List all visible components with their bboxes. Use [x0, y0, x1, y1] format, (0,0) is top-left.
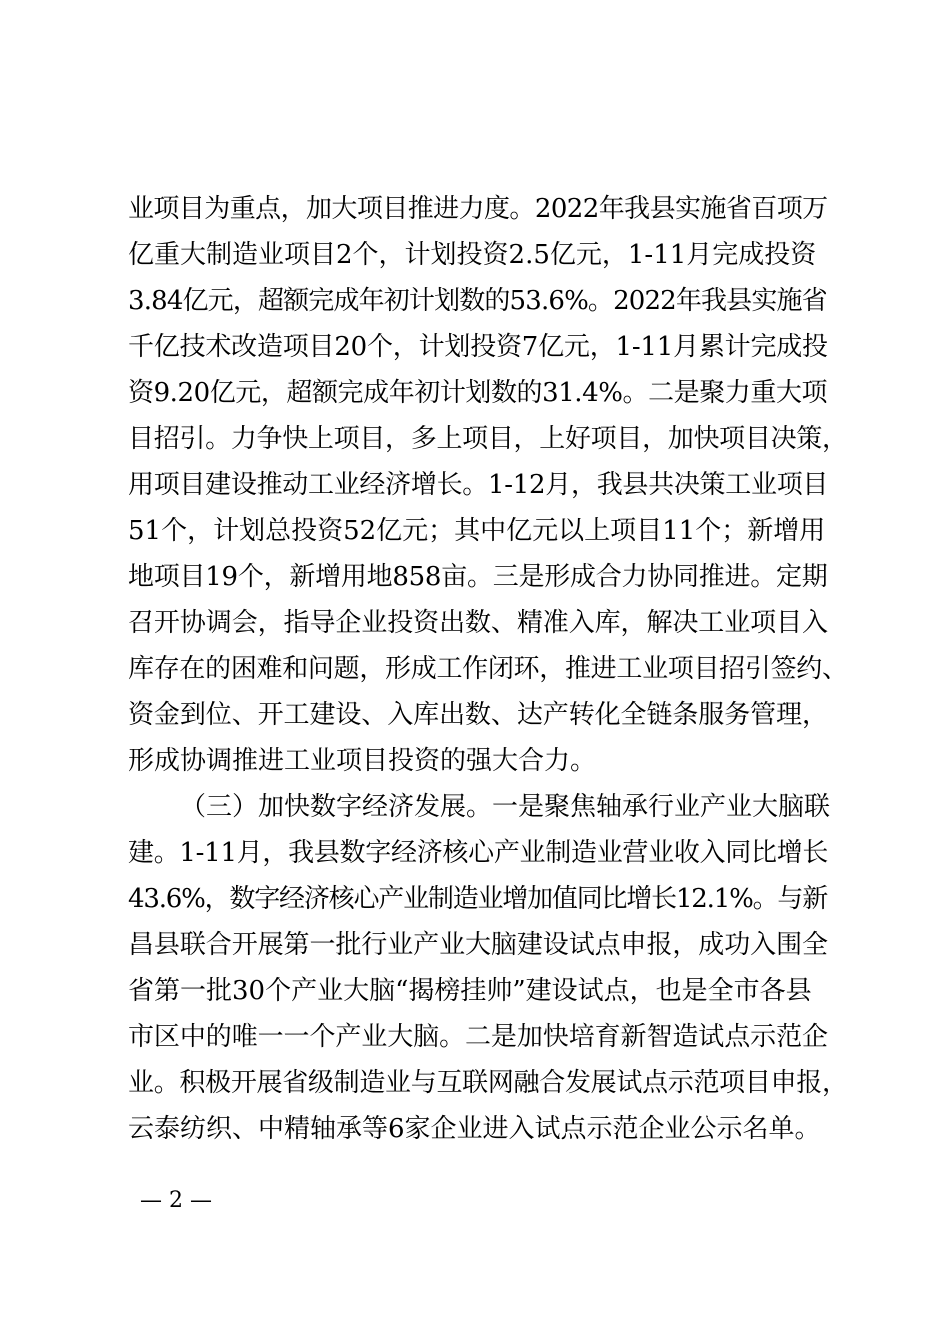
body-line-6: 目招引。力争快上项目，多上项目，上好项目，加快项目决策，	[128, 424, 848, 454]
body-line-16: 43.6%，数字经济核心产业制造业增加值同比增长12.1%。与新	[128, 884, 827, 914]
body-line-8: 51个，计划总投资52亿元；其中亿元以上项目11个；新增用	[128, 516, 826, 546]
body-line-2: 亿重大制造业项目2个，计划投资2.5亿元，1-11月完成投资	[128, 240, 817, 270]
body-line-11: 库存在的困难和问题，形成工作闭环，推进工业项目招引签约、	[128, 654, 848, 684]
body-line-17: 昌县联合开展第一批行业产业大脑建设试点申报，成功入围全	[128, 930, 828, 960]
body-line-15: 建。1-11月，我县数字经济核心产业制造业营业收入同比增长	[128, 838, 829, 868]
body-line-18: 省第一批30个产业大脑“揭榜挂帅”建设试点，也是全市各县	[128, 976, 812, 1006]
body-line-21: 云泰纺织、中精轴承等6家企业进入试点示范企业公示名单。	[128, 1114, 821, 1144]
body-line-4: 千亿技术改造项目20个，计划投资7亿元，1-11月累计完成投	[128, 332, 828, 362]
body-line-13: 形成协调推进工业项目投资的强大合力。	[128, 746, 597, 776]
body-line-20: 业。积极开展省级制造业与互联网融合发展试点示范项目申报，	[128, 1068, 848, 1098]
section-heading-line: （三）加快数字经济发展。一是聚焦轴承行业产业大脑联	[180, 792, 831, 822]
body-line-10: 召开协调会，指导企业投资出数、精准入库，解决工业项目入	[128, 608, 828, 638]
body-line-9: 地项目19个，新增用地858亩。三是形成合力协同推进。定期	[128, 562, 828, 592]
body-line-7: 用项目建设推动工业经济增长。1-12月，我县共决策工业项目	[128, 470, 829, 500]
body-line-19: 市区中的唯一一个产业大脑。二是加快培育新智造试点示范企	[128, 1022, 828, 1052]
body-line-5: 资9.20亿元，超额完成年初计划数的31.4%。二是聚力重大项	[128, 378, 828, 408]
body-line-3: 3.84亿元，超额完成年初计划数的53.6%。2022年我县实施省	[128, 286, 827, 316]
page-number: — 2 —	[140, 1188, 212, 1213]
body-line-1: 业项目为重点，加大项目推进力度。2022年我县实施省百项万	[128, 194, 828, 224]
body-line-12: 资金到位、开工建设、入库出数、达产转化全链条服务管理，	[128, 700, 828, 730]
